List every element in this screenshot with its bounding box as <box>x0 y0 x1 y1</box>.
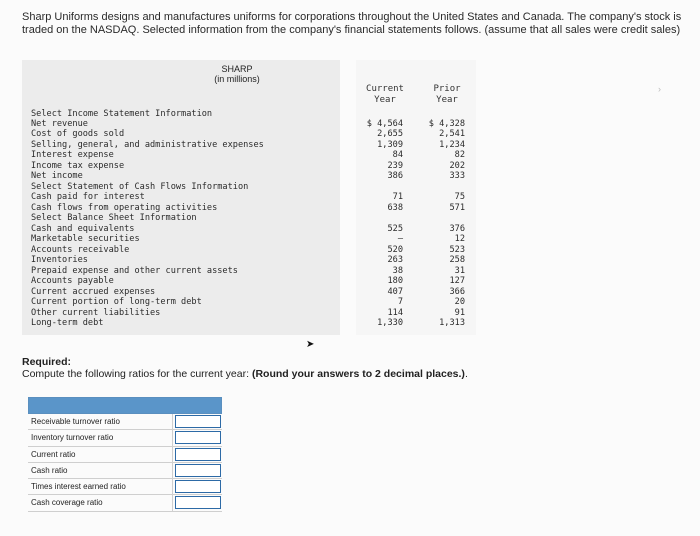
required-emphasis: (Round your answers to 2 decimal places.) <box>251 368 465 380</box>
table-row <box>22 150 476 161</box>
column-divider <box>172 479 173 494</box>
ratio-answer-input[interactable] <box>175 464 221 477</box>
ratio-row <box>28 463 222 479</box>
current-year-value: 239 <box>387 160 403 171</box>
current-year-value: 2,655 <box>377 129 403 139</box>
row-label: Net income <box>31 171 83 181</box>
row-label: Cash and equivalents <box>31 223 135 234</box>
ratio-row <box>28 479 222 495</box>
prior-year-value: 1,313 <box>439 318 465 328</box>
financial-data-table <box>22 60 476 335</box>
current-year-value: $ 4,564 <box>366 118 403 129</box>
required-end: . <box>464 368 468 380</box>
prior-year-value: 202 <box>449 160 465 171</box>
prior-year-value: 127 <box>449 276 465 286</box>
table-row <box>22 161 476 172</box>
table-row <box>22 203 476 214</box>
row-label: Selling, general, and administrative expenses <box>31 139 264 150</box>
current-year-value: 180 <box>387 276 403 286</box>
table-row <box>22 224 476 235</box>
current-year-value: 520 <box>387 244 403 255</box>
row-label: Interest expense <box>31 150 114 160</box>
row-label: Cash flows from operating activities <box>31 202 218 213</box>
ratio-answer-input[interactable] <box>175 480 221 493</box>
cursor-arrow-icon: ➤ <box>306 339 315 350</box>
ratio-rows <box>28 414 222 512</box>
row-label: Prepaid expense and other current assets <box>31 265 238 276</box>
table-row <box>22 171 476 182</box>
prior-year-value: 20 <box>454 297 465 307</box>
ratio-row <box>28 447 222 463</box>
table-row <box>22 213 476 224</box>
ratio-row <box>28 495 222 511</box>
column-header-prior-year <box>422 84 472 106</box>
current-year-value: – <box>397 234 403 244</box>
prior-year-value: 571 <box>449 202 465 213</box>
header-line: Year <box>374 95 396 105</box>
header-line: Current <box>366 84 404 94</box>
table-row <box>22 140 476 151</box>
prior-year-value: 366 <box>449 286 465 297</box>
row-label: Marketable securities <box>31 234 140 244</box>
prior-year-value: 1,234 <box>439 139 465 150</box>
ratio-answer-input[interactable] <box>175 448 221 461</box>
current-year-value: 263 <box>387 255 403 265</box>
prior-year-value: 523 <box>449 244 465 255</box>
units-label: (in millions) <box>214 74 260 84</box>
row-label: Accounts receivable <box>31 244 130 255</box>
ratio-row <box>28 430 222 446</box>
ratio-label: Inventory turnover ratio <box>31 433 114 443</box>
row-label: Current portion of long-term debt <box>31 297 202 307</box>
ratio-label: Times interest earned ratio <box>31 482 126 492</box>
prior-year-value: $ 4,328 <box>428 118 465 129</box>
table-row <box>22 297 476 308</box>
table-caption <box>22 64 452 84</box>
row-label: Other current liabilities <box>31 307 161 318</box>
current-year-value: 638 <box>387 202 403 213</box>
ratio-table-header <box>28 397 222 414</box>
company-name: SHARP <box>221 64 253 74</box>
ratio-label: Cash coverage ratio <box>31 498 103 508</box>
prior-year-value: 12 <box>454 234 465 244</box>
prior-year-value: 31 <box>454 265 465 276</box>
ratio-answer-input[interactable] <box>175 431 221 444</box>
row-label: Long-term debt <box>31 318 104 328</box>
column-divider <box>172 414 173 429</box>
row-label: Income tax expense <box>31 160 125 171</box>
table-row <box>22 119 476 130</box>
column-divider <box>172 463 173 478</box>
prior-year-value: 333 <box>449 171 465 181</box>
current-year-value: 71 <box>392 192 403 202</box>
row-label: Net revenue <box>31 118 88 129</box>
current-year-value: 386 <box>387 171 403 181</box>
ratio-label: Receivable turnover ratio <box>31 417 120 426</box>
row-label: Accounts payable <box>31 276 114 286</box>
row-label: Select Statement of Cash Flows Information <box>31 181 249 192</box>
ratio-label: Current ratio <box>31 449 76 459</box>
required-section <box>22 356 468 380</box>
row-label: Current accrued expenses <box>31 286 156 297</box>
row-label: Select Income Statement Information <box>31 108 213 119</box>
current-year-value: 525 <box>387 223 403 234</box>
table-row <box>22 287 476 298</box>
prior-year-value: 91 <box>454 307 465 318</box>
current-year-value: 114 <box>387 307 403 318</box>
table-row <box>22 129 476 140</box>
current-year-value: 84 <box>392 150 403 160</box>
ratio-label: Cash ratio <box>31 465 68 475</box>
ratio-answer-table <box>28 397 222 512</box>
column-divider <box>172 447 173 462</box>
table-row <box>22 245 476 256</box>
table-row <box>22 266 476 277</box>
prior-year-value: 376 <box>449 223 465 234</box>
table-row <box>22 234 476 245</box>
table-row <box>22 192 476 203</box>
header-line: Prior <box>433 84 461 94</box>
prior-year-value: 82 <box>454 150 465 160</box>
table-row <box>22 318 476 329</box>
row-label: Select Balance Sheet Information <box>31 213 197 223</box>
column-divider <box>172 430 173 445</box>
table-row <box>22 276 476 287</box>
ratio-answer-input[interactable] <box>175 496 221 509</box>
current-year-value: 7 <box>397 297 403 307</box>
prior-year-value: 258 <box>449 255 465 265</box>
row-label: Cash paid for interest <box>31 192 145 202</box>
required-heading: Required: <box>22 356 72 368</box>
table-row <box>22 308 476 319</box>
prior-year-value: 75 <box>454 192 465 202</box>
current-year-value: 1,309 <box>377 139 403 150</box>
column-divider <box>172 495 173 510</box>
current-year-value: 38 <box>392 265 403 276</box>
table-row <box>22 109 476 120</box>
header-line: Year <box>436 95 458 105</box>
ratio-answer-input[interactable] <box>175 415 221 428</box>
table-row <box>22 182 476 193</box>
problem-intro: Sharp Uniforms designs and manufactures uniforms for corporations throughout the United States and Canada. The company's stock is traded on the NASDAQ. Selected information from the company's financial statements follows. (assume that all sales were credit sales) <box>22 11 682 36</box>
table-row <box>22 255 476 266</box>
prior-year-value: 2,541 <box>439 129 465 139</box>
current-year-value: 407 <box>387 286 403 297</box>
row-label: Inventories <box>31 255 88 265</box>
row-label: Cost of goods sold <box>31 129 125 139</box>
required-text: Compute the following ratios for the current year: <box>22 368 252 380</box>
ratio-row <box>28 414 222 430</box>
current-year-value: 1,330 <box>377 318 403 328</box>
column-header-current-year <box>360 84 410 106</box>
chevron-right-icon: › <box>658 84 661 94</box>
